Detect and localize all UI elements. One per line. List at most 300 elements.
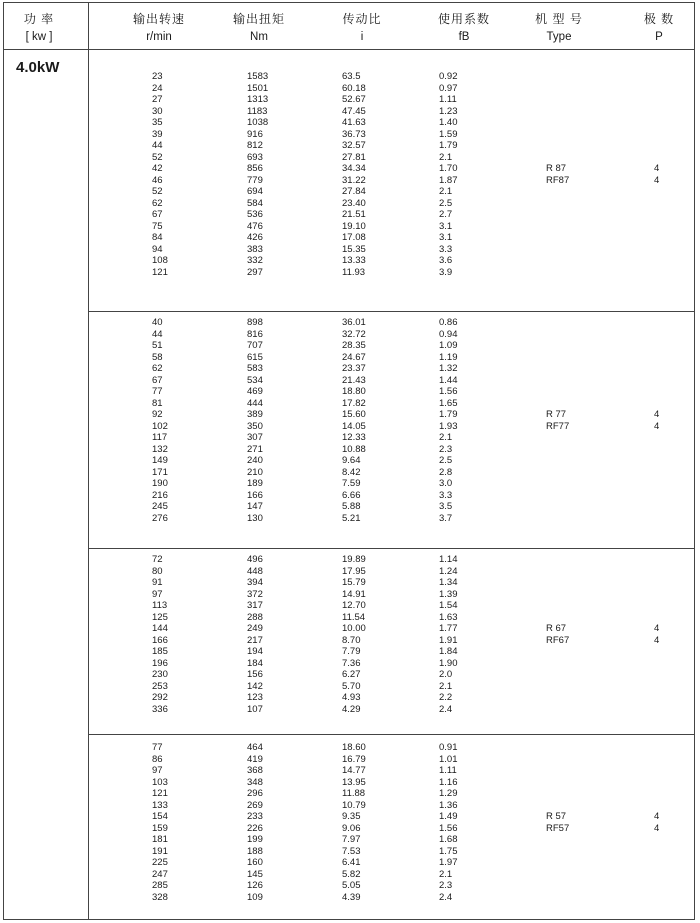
type-cell: R 67 (546, 623, 567, 634)
table-row (4, 692, 694, 704)
service-factor-cell: 1.36 (439, 799, 458, 811)
table-row (4, 554, 694, 566)
speed-cell: 44 (152, 140, 163, 151)
service-factor-cell: 2.7 (439, 209, 453, 220)
torque-cell: 426 (247, 232, 263, 243)
service-factor-cell: 1.01 (439, 753, 458, 765)
torque-cell: 240 (247, 455, 263, 466)
speed-cell: 144 (152, 623, 168, 634)
type-cell: RF57 (546, 822, 570, 834)
ratio-cell: 14.91 (342, 588, 366, 600)
ratio-cell: 7.59 (342, 478, 361, 489)
table-row (4, 340, 694, 352)
type-cell: R 87 (546, 163, 567, 174)
poles-cell: 4 (654, 623, 660, 634)
table-row (4, 704, 694, 716)
speed-cell: 44 (152, 328, 163, 340)
ratio-cell: 34.34 (342, 163, 366, 174)
service-factor-cell: 1.14 (439, 554, 458, 565)
service-factor-cell: 2.1 (439, 432, 453, 443)
speed-cell: 336 (152, 703, 168, 715)
table-row (4, 267, 694, 279)
speed-cell: 24 (152, 82, 163, 94)
table-row (4, 163, 694, 175)
service-factor-cell: 0.91 (439, 742, 458, 753)
service-factor-cell: 0.94 (439, 328, 458, 340)
service-factor-cell: 2.4 (439, 703, 453, 715)
speed-cell: 35 (152, 117, 163, 128)
service-factor-cell: 1.29 (439, 788, 458, 799)
service-factor-cell: 3.9 (439, 266, 453, 278)
speed-cell: 185 (152, 646, 168, 657)
ratio-cell: 15.60 (342, 409, 366, 420)
service-factor-cell: 2.8 (439, 466, 453, 478)
ratio-cell: 36.01 (342, 317, 366, 328)
torque-cell: 707 (247, 340, 263, 351)
table-row (4, 421, 694, 433)
service-factor-cell: 1.84 (439, 646, 458, 657)
table-row (4, 800, 694, 812)
torque-cell: 332 (247, 255, 263, 266)
speed-cell: 67 (152, 374, 163, 386)
torque-cell: 694 (247, 186, 263, 197)
service-factor-cell: 1.63 (439, 611, 458, 623)
torque-cell: 856 (247, 163, 263, 174)
torque-cell: 372 (247, 588, 263, 600)
ratio-cell: 7.53 (342, 845, 361, 857)
service-factor-cell: 0.97 (439, 82, 458, 94)
speed-cell: 121 (152, 788, 168, 799)
speed-cell: 91 (152, 577, 163, 588)
table-row (4, 669, 694, 681)
speed-cell: 132 (152, 443, 168, 455)
torque-cell: 1501 (247, 82, 269, 94)
ratio-cell: 17.95 (342, 565, 366, 577)
torque-cell: 444 (247, 397, 263, 409)
section-divider (88, 734, 694, 735)
service-factor-cell: 2.5 (439, 197, 453, 209)
poles-cell: 4 (654, 163, 660, 174)
torque-cell: 296 (247, 788, 263, 799)
ratio-cell: 17.82 (342, 397, 366, 409)
ratio-cell: 15.35 (342, 243, 366, 255)
service-factor-cell: 1.93 (439, 420, 458, 432)
table-row (4, 834, 694, 846)
torque-cell: 779 (247, 174, 263, 186)
torque-cell: 816 (247, 328, 263, 340)
table-header (4, 3, 694, 50)
table-row (4, 765, 694, 777)
torque-cell: 233 (247, 811, 263, 822)
table-row (4, 455, 694, 467)
ratio-cell: 18.80 (342, 386, 366, 397)
speed-cell: 125 (152, 611, 168, 623)
service-factor-cell: 3.3 (439, 489, 453, 501)
service-factor-cell: 1.56 (439, 386, 458, 397)
ratio-cell: 32.57 (342, 140, 366, 151)
torque-cell: 476 (247, 220, 263, 232)
torque-cell: 210 (247, 466, 263, 478)
table-row (4, 140, 694, 152)
table-row (4, 892, 694, 904)
table-row (4, 777, 694, 789)
torque-cell: 419 (247, 753, 263, 765)
service-factor-cell: 2.4 (439, 891, 453, 903)
service-factor-cell: 1.90 (439, 657, 458, 669)
ratio-cell: 21.43 (342, 374, 366, 386)
ratio-cell: 15.79 (342, 577, 366, 588)
table-row (4, 880, 694, 892)
service-factor-cell: 2.2 (439, 692, 453, 703)
ratio-cell: 19.89 (342, 554, 366, 565)
service-factor-cell: 0.86 (439, 317, 458, 328)
torque-cell: 448 (247, 565, 263, 577)
ratio-cell: 5.82 (342, 868, 361, 880)
service-factor-cell: 2.1 (439, 186, 453, 197)
speed-cell: 133 (152, 799, 168, 811)
service-factor-cell: 2.1 (439, 868, 453, 880)
service-factor-cell: 1.59 (439, 128, 458, 140)
ratio-cell: 12.70 (342, 600, 366, 611)
service-factor-cell: 3.1 (439, 232, 453, 243)
torque-cell: 147 (247, 501, 263, 512)
table-row (4, 478, 694, 490)
torque-cell: 184 (247, 657, 263, 669)
speed-cell: 77 (152, 742, 163, 753)
type-cell: RF87 (546, 174, 570, 186)
service-factor-cell: 2.0 (439, 669, 453, 680)
table-row (4, 329, 694, 341)
torque-cell: 109 (247, 891, 263, 903)
torque-cell: 389 (247, 409, 263, 420)
speed-cell: 72 (152, 554, 163, 565)
service-factor-cell: 2.3 (439, 880, 453, 891)
ratio-cell: 13.95 (342, 776, 366, 788)
speed-cell: 84 (152, 232, 163, 243)
speed-cell: 253 (152, 680, 168, 692)
table-row (4, 152, 694, 164)
table-row (4, 646, 694, 658)
table-row (4, 432, 694, 444)
service-factor-cell: 1.16 (439, 776, 458, 788)
torque-cell: 496 (247, 554, 263, 565)
ratio-cell: 9.64 (342, 455, 361, 466)
table-row (4, 398, 694, 410)
ratio-cell: 47.45 (342, 105, 366, 117)
speed-cell: 42 (152, 163, 163, 174)
torque-cell: 297 (247, 266, 263, 278)
torque-cell: 123 (247, 692, 263, 703)
speed-cell: 191 (152, 845, 168, 857)
speed-cell: 51 (152, 340, 163, 351)
speed-cell: 94 (152, 243, 163, 255)
service-factor-cell: 1.34 (439, 577, 458, 588)
speed-cell: 103 (152, 776, 168, 788)
type-cell: RF77 (546, 420, 570, 432)
table-row (4, 754, 694, 766)
service-factor-cell: 3.7 (439, 512, 453, 524)
ratio-cell: 4.39 (342, 891, 361, 903)
ratio-cell: 12.33 (342, 432, 366, 443)
service-factor-cell: 1.54 (439, 600, 458, 611)
speed-cell: 230 (152, 669, 168, 680)
service-factor-cell: 1.40 (439, 117, 458, 128)
poles-cell: 4 (654, 174, 660, 186)
gear-motor-selection-table (3, 2, 695, 920)
table-row (4, 846, 694, 858)
ratio-cell: 32.72 (342, 328, 366, 340)
table-row (4, 198, 694, 210)
poles-cell: 4 (654, 409, 660, 420)
table-row (4, 186, 694, 198)
ratio-cell: 31.22 (342, 174, 366, 186)
torque-cell: 394 (247, 577, 263, 588)
torque-cell: 368 (247, 765, 263, 776)
speed-cell: 23 (152, 71, 163, 82)
torque-cell: 288 (247, 611, 263, 623)
section-divider (88, 548, 694, 549)
ratio-cell: 52.67 (342, 94, 366, 105)
ratio-cell: 27.84 (342, 186, 366, 197)
table-row (4, 386, 694, 398)
torque-cell: 583 (247, 363, 263, 374)
speed-cell: 181 (152, 834, 168, 845)
header-power: 功 率 [ kw ] (23, 12, 55, 43)
speed-cell: 46 (152, 174, 163, 186)
torque-cell: 464 (247, 742, 263, 753)
table-row (4, 232, 694, 244)
ratio-cell: 63.5 (342, 71, 361, 82)
ratio-cell: 11.88 (342, 788, 366, 799)
service-factor-cell: 0.92 (439, 71, 458, 82)
service-factor-cell: 1.11 (439, 765, 457, 776)
torque-cell: 812 (247, 140, 263, 151)
ratio-cell: 18.60 (342, 742, 366, 753)
service-factor-cell: 1.49 (439, 811, 458, 822)
ratio-cell: 23.37 (342, 363, 366, 374)
header-type: 机 型 号 Type (535, 12, 583, 43)
torque-cell: 226 (247, 822, 263, 834)
speed-cell: 27 (152, 94, 163, 105)
ratio-cell: 60.18 (342, 82, 366, 94)
torque-cell: 693 (247, 151, 263, 163)
service-factor-cell: 2.5 (439, 455, 453, 466)
torque-cell: 584 (247, 197, 263, 209)
table-row (4, 857, 694, 869)
table-row (4, 244, 694, 256)
ratio-cell: 8.70 (342, 634, 361, 646)
speed-cell: 245 (152, 501, 168, 512)
speed-cell: 216 (152, 489, 168, 501)
torque-cell: 898 (247, 317, 263, 328)
ratio-cell: 14.77 (342, 765, 366, 776)
speed-cell: 62 (152, 197, 163, 209)
speed-cell: 196 (152, 657, 168, 669)
torque-cell: 916 (247, 128, 263, 140)
ratio-cell: 19.10 (342, 220, 366, 232)
section-divider (88, 311, 694, 312)
speed-cell: 108 (152, 255, 168, 266)
torque-cell: 249 (247, 623, 263, 634)
torque-cell: 534 (247, 374, 263, 386)
table-row (4, 566, 694, 578)
speed-cell: 225 (152, 857, 168, 868)
service-factor-cell: 1.44 (439, 374, 458, 386)
type-cell: RF67 (546, 634, 570, 646)
torque-cell: 1583 (247, 71, 269, 82)
table-row (4, 255, 694, 267)
speed-cell: 52 (152, 151, 163, 163)
table-row (4, 869, 694, 881)
service-factor-cell: 1.32 (439, 363, 458, 374)
table-row (4, 409, 694, 421)
ratio-cell: 28.35 (342, 340, 366, 351)
torque-cell: 160 (247, 857, 263, 868)
torque-cell: 188 (247, 845, 263, 857)
ratio-cell: 7.97 (342, 834, 361, 845)
header-service-factor: 使用系数 fB (437, 12, 490, 43)
speed-cell: 149 (152, 455, 168, 466)
speed-cell: 86 (152, 753, 163, 765)
table-row (4, 513, 694, 525)
ratio-cell: 7.36 (342, 657, 361, 669)
speed-cell: 285 (152, 880, 168, 891)
ratio-cell: 8.42 (342, 466, 361, 478)
table-row (4, 467, 694, 479)
service-factor-cell: 1.87 (439, 174, 458, 186)
torque-cell: 271 (247, 443, 263, 455)
poles-cell: 4 (654, 822, 660, 834)
ratio-cell: 4.93 (342, 692, 361, 703)
torque-cell: 199 (247, 834, 263, 845)
service-factor-cell: 3.5 (439, 501, 453, 512)
table-row (4, 83, 694, 95)
table-row (4, 94, 694, 106)
speed-cell: 75 (152, 220, 163, 232)
ratio-cell: 11.93 (342, 266, 366, 278)
service-factor-cell: 2.3 (439, 443, 453, 455)
torque-cell: 145 (247, 868, 263, 880)
service-factor-cell: 1.39 (439, 588, 458, 600)
type-cell: R 57 (546, 811, 567, 822)
ratio-cell: 13.33 (342, 255, 366, 266)
ratio-cell: 10.00 (342, 623, 366, 634)
speed-cell: 40 (152, 317, 163, 328)
table-row (4, 635, 694, 647)
table-row (4, 681, 694, 693)
ratio-cell: 10.88 (342, 443, 366, 455)
service-factor-cell: 1.75 (439, 845, 458, 857)
table-row (4, 658, 694, 670)
table-row (4, 175, 694, 187)
speed-cell: 328 (152, 891, 168, 903)
ratio-cell: 11.54 (342, 611, 366, 623)
service-factor-cell: 1.09 (439, 340, 458, 351)
service-factor-cell: 1.91 (439, 634, 458, 646)
speed-cell: 117 (152, 432, 168, 443)
ratio-cell: 14.05 (342, 420, 366, 432)
speed-cell: 30 (152, 105, 163, 117)
ratio-cell: 6.66 (342, 489, 361, 501)
service-factor-cell: 1.97 (439, 857, 458, 868)
speed-cell: 154 (152, 811, 168, 822)
table-row (4, 823, 694, 835)
ratio-cell: 5.05 (342, 880, 361, 891)
speed-cell: 292 (152, 692, 168, 703)
poles-cell: 4 (654, 811, 660, 822)
torque-cell: 307 (247, 432, 263, 443)
service-factor-cell: 3.0 (439, 478, 453, 489)
ratio-cell: 4.29 (342, 703, 361, 715)
table-row (4, 788, 694, 800)
speed-cell: 159 (152, 822, 168, 834)
service-factor-cell: 1.23 (439, 105, 458, 117)
ratio-cell: 27.81 (342, 151, 366, 163)
ratio-cell: 5.70 (342, 680, 361, 692)
table-row (4, 375, 694, 387)
service-factor-cell: 2.1 (439, 680, 453, 692)
table-row (4, 117, 694, 129)
speed-cell: 190 (152, 478, 168, 489)
header-poles: 极 数 P (643, 12, 675, 43)
ratio-cell: 17.08 (342, 232, 366, 243)
service-factor-cell: 1.19 (439, 351, 458, 363)
service-factor-cell: 3.6 (439, 255, 453, 266)
speed-cell: 97 (152, 765, 163, 776)
table-row (4, 209, 694, 221)
poles-cell: 4 (654, 420, 660, 432)
service-factor-cell: 1.70 (439, 163, 458, 174)
ratio-cell: 5.21 (342, 512, 361, 524)
speed-cell: 67 (152, 209, 163, 220)
speed-cell: 62 (152, 363, 163, 374)
ratio-cell: 5.88 (342, 501, 361, 512)
ratio-cell: 9.35 (342, 811, 361, 822)
header-torque: 输出扭矩 Nm (232, 12, 285, 43)
table-row (4, 129, 694, 141)
torque-cell: 1038 (247, 117, 269, 128)
torque-cell: 1183 (247, 105, 268, 117)
table-row (4, 490, 694, 502)
table-row (4, 742, 694, 754)
torque-cell: 217 (247, 634, 263, 646)
torque-cell: 269 (247, 799, 263, 811)
torque-cell: 348 (247, 776, 263, 788)
speed-cell: 80 (152, 565, 163, 577)
table-row (4, 363, 694, 375)
service-factor-cell: 1.68 (439, 834, 458, 845)
torque-cell: 469 (247, 386, 263, 397)
torque-cell: 107 (247, 703, 263, 715)
ratio-cell: 6.41 (342, 857, 361, 868)
speed-cell: 121 (152, 266, 168, 278)
torque-cell: 536 (247, 209, 263, 220)
torque-cell: 317 (247, 600, 263, 611)
speed-cell: 171 (152, 466, 168, 478)
service-factor-cell: 2.1 (439, 151, 453, 163)
type-cell: R 77 (546, 409, 567, 420)
header-ratio: 传动比 i (342, 12, 382, 43)
speed-cell: 39 (152, 128, 163, 140)
table-row (4, 317, 694, 329)
speed-cell: 81 (152, 397, 163, 409)
speed-cell: 247 (152, 868, 168, 880)
table-row (4, 589, 694, 601)
torque-cell: 126 (247, 880, 263, 891)
table-row (4, 577, 694, 589)
ratio-cell: 23.40 (342, 197, 366, 209)
ratio-cell: 10.79 (342, 799, 366, 811)
